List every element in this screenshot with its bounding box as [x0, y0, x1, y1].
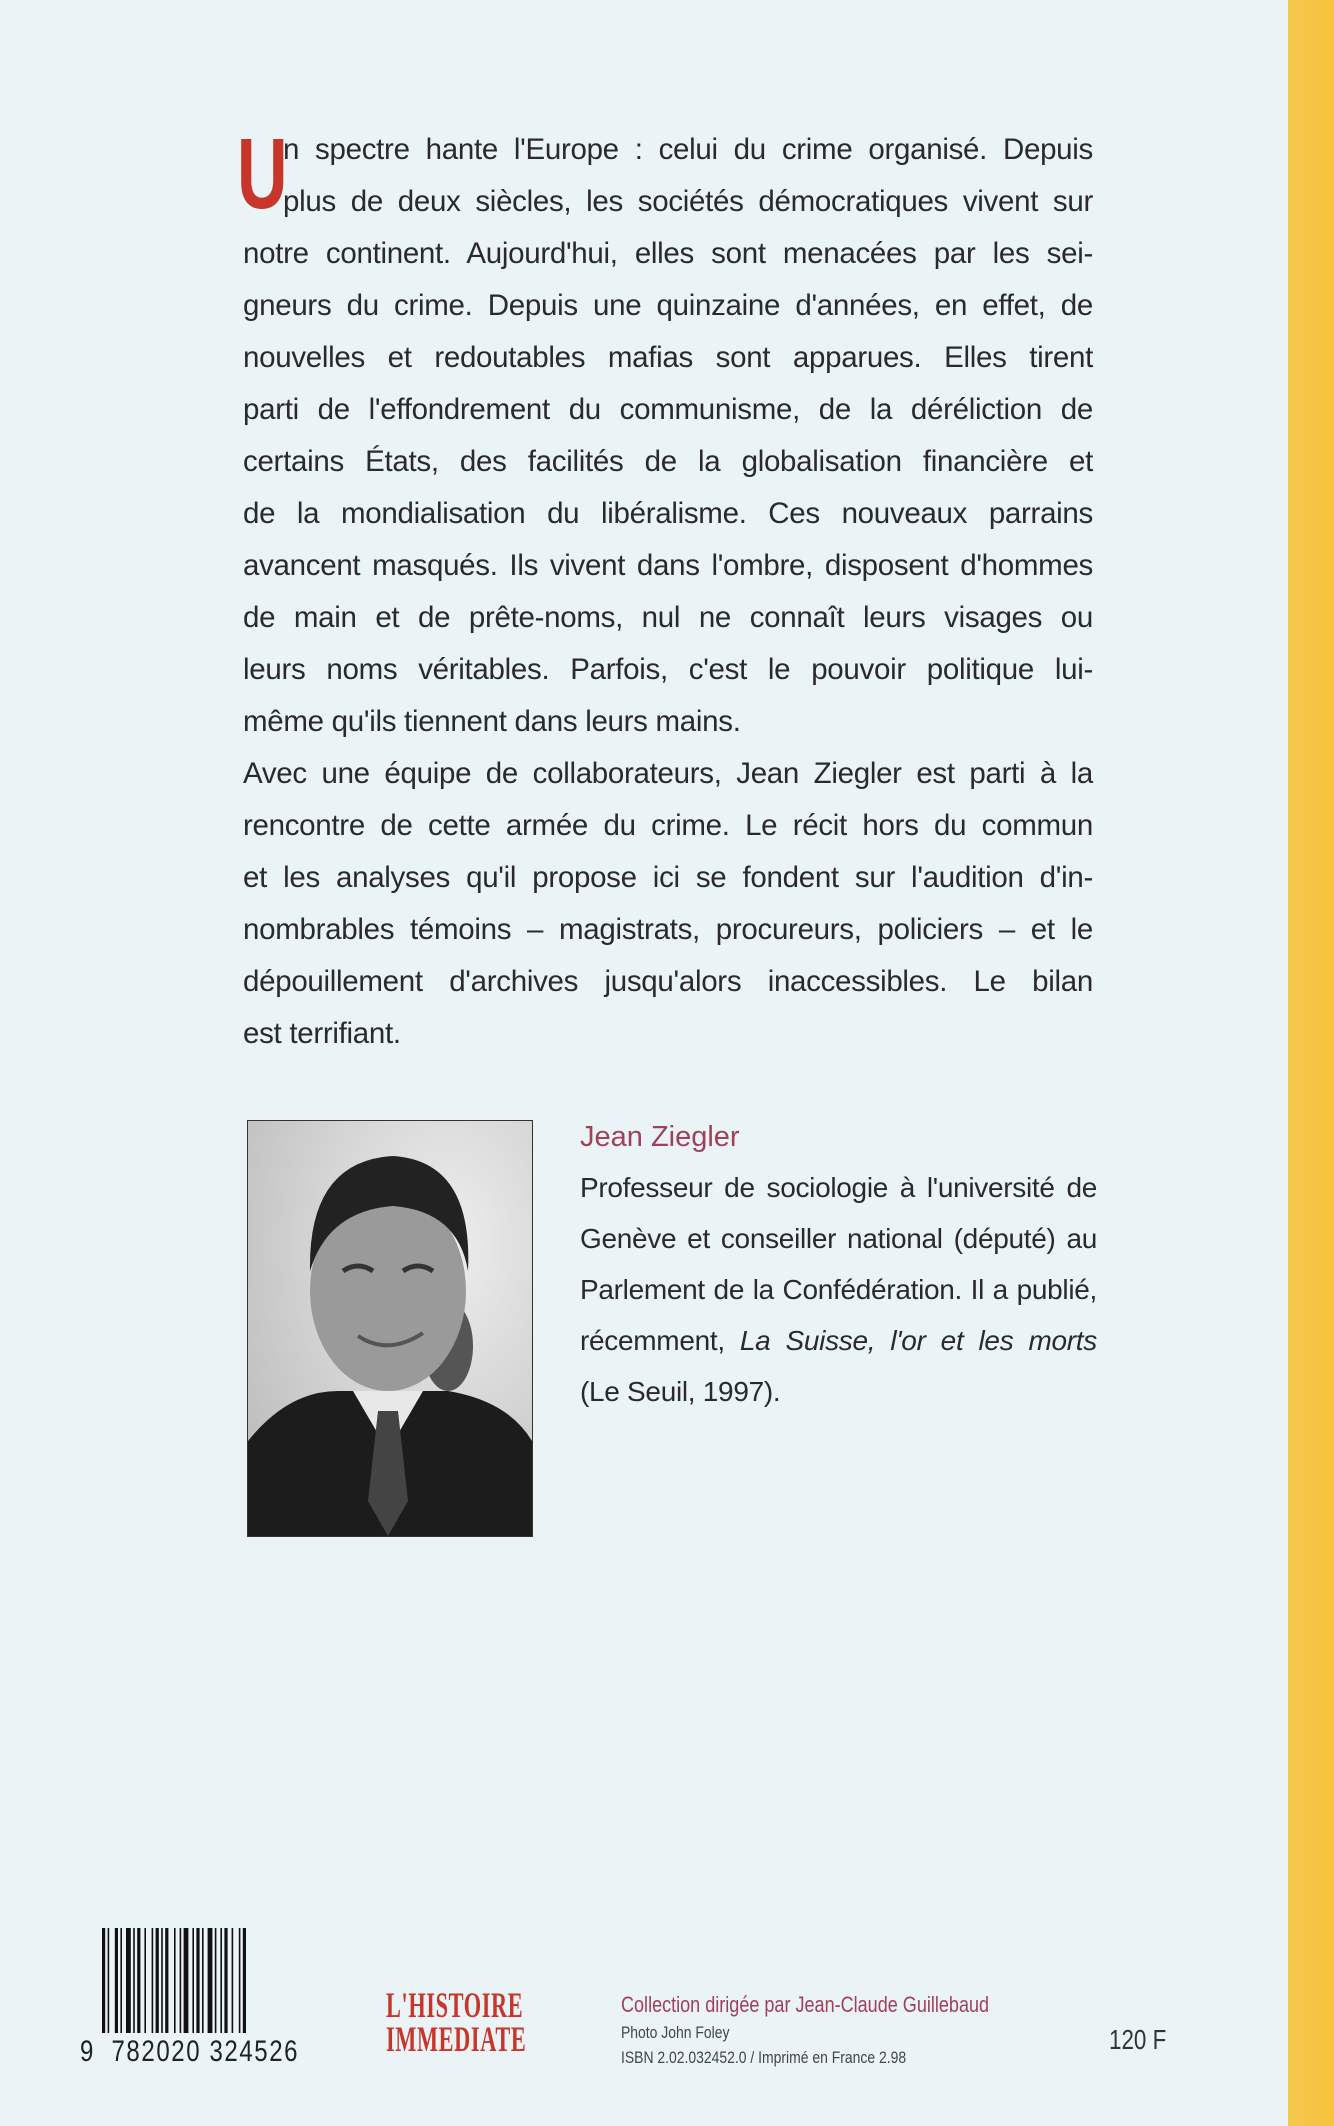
barcode-number: 782020 324526 — [111, 2035, 300, 2068]
barcode-bar — [215, 1928, 217, 2033]
blurb-line: de main et de prête-noms, nul ne connaît leurs visages ou — [243, 601, 1093, 634]
barcode-bar — [156, 1928, 159, 2033]
barcode-bar — [161, 1928, 163, 2033]
barcode-bar — [184, 1928, 189, 2033]
blurb-line: nombrables témoins – magistrats, procureurs, policiers – et le — [243, 913, 1093, 946]
photo-credit: Photo John Foley — [621, 2023, 730, 2042]
blurb-line: et les analyses qu'il propose ici se fondent sur l'audition d'in- — [243, 861, 1093, 894]
blurb-line: certains États, des facilités de la globalisation financière et — [243, 445, 1093, 478]
barcode-bar — [133, 1928, 135, 2033]
barcode-bar — [120, 1928, 122, 2033]
bio-line: Professeur de sociologie à l'université de — [580, 1172, 1097, 1203]
barcode-bar — [115, 1928, 118, 2033]
barcode-bar — [137, 1928, 140, 2033]
drop-cap: U — [237, 118, 288, 230]
barcode-bar — [208, 1928, 213, 2033]
book-title: La Suisse, l'or et les morts — [739, 1325, 1097, 1356]
barcode-bar — [196, 1928, 199, 2033]
yellow-spine-band — [1288, 0, 1334, 2126]
blurb-line: notre continent. Aujourd'hui, elles sont menacées par les sei- — [243, 237, 1093, 270]
barcode-bar — [232, 1928, 234, 2033]
barcode-bar — [202, 1928, 204, 2033]
author-section — [580, 1112, 1097, 1417]
collection-logo — [386, 1985, 527, 2059]
barcode-bar — [180, 1928, 182, 2033]
bio-text: récemment, — [580, 1325, 740, 1356]
barcode-bar — [192, 1928, 194, 2033]
barcode-bar — [220, 1928, 222, 2033]
author-photo — [247, 1120, 533, 1537]
blurb-line: rencontre de cette armée du crime. Le récit hors du commun — [243, 809, 1093, 842]
blurb-line: nouvelles et redoutables mafias sont apparues. Elles tirent — [243, 341, 1093, 374]
blurb-line: n spectre hante l'Europe : celui du crime organisé. Depuis — [283, 133, 1093, 166]
blurb — [237, 118, 1093, 1060]
barcode-bar — [239, 1928, 241, 2033]
colophon — [621, 1990, 989, 2070]
bio-line: Parlement de la Confédération. Il a publié, — [580, 1274, 1097, 1305]
blurb-line: parti de l'effondrement du communisme, de la déréliction de — [243, 393, 1093, 426]
bio-line: (Le Seuil, 1997). — [580, 1376, 781, 1407]
price: 120 F — [1109, 2024, 1167, 2055]
barcode-bar — [224, 1928, 227, 2033]
bio-line: Genève et conseiller national (député) au — [580, 1223, 1097, 1254]
collection-editor: Collection dirigée par Jean-Claude Guillebaud — [621, 1992, 990, 2017]
barcode-digits — [80, 2035, 299, 2069]
logo-line: IMMEDIATE — [386, 2019, 527, 2059]
blurb-line: gneurs du crime. Depuis une quinzaine d'années, en effet, de — [243, 289, 1093, 322]
blurb-line: même qu'ils tiennent dans leurs mains. — [243, 705, 741, 738]
logo-line: L'HISTOIRE — [386, 1985, 524, 2025]
blurb-line: plus de deux siècles, les sociétés démocratiques vivent sur — [283, 185, 1093, 218]
blurb-line: de la mondialisation du libéralisme. Ces nouveaux parrains — [243, 497, 1093, 530]
barcode — [102, 1928, 368, 2033]
blurb-line: leurs noms véritables. Parfois, c'est le pouvoir politique lui- — [243, 653, 1093, 686]
barcode-bar — [108, 1928, 110, 2033]
blurb-line: Avec une équipe de collaborateurs, Jean Ziegler est parti à la — [243, 757, 1093, 790]
blurb-line: avancent masqués. Ils vivent dans l'ombre, disposent d'hommes — [243, 549, 1093, 582]
barcode-bar — [126, 1928, 131, 2033]
blurb-line: dépouillement d'archives jusqu'alors inaccessibles. Le bilan — [243, 965, 1093, 998]
barcode-bar — [165, 1928, 168, 2033]
isbn: ISBN 2.02.032452.0 / Imprimé en France 2.98 — [621, 2048, 907, 2067]
blurb-line: est terrifiant. — [243, 1017, 401, 1050]
bio-line — [580, 1315, 1097, 1366]
barcode-bar — [144, 1928, 146, 2033]
barcode-bar — [152, 1928, 154, 2033]
author-name: Jean Ziegler — [580, 1121, 740, 1153]
barcode-bar — [243, 1928, 246, 2033]
barcode-first-digit: 9 — [80, 2035, 95, 2068]
barcode-bar — [174, 1928, 176, 2033]
barcode-bar — [102, 1928, 105, 2033]
